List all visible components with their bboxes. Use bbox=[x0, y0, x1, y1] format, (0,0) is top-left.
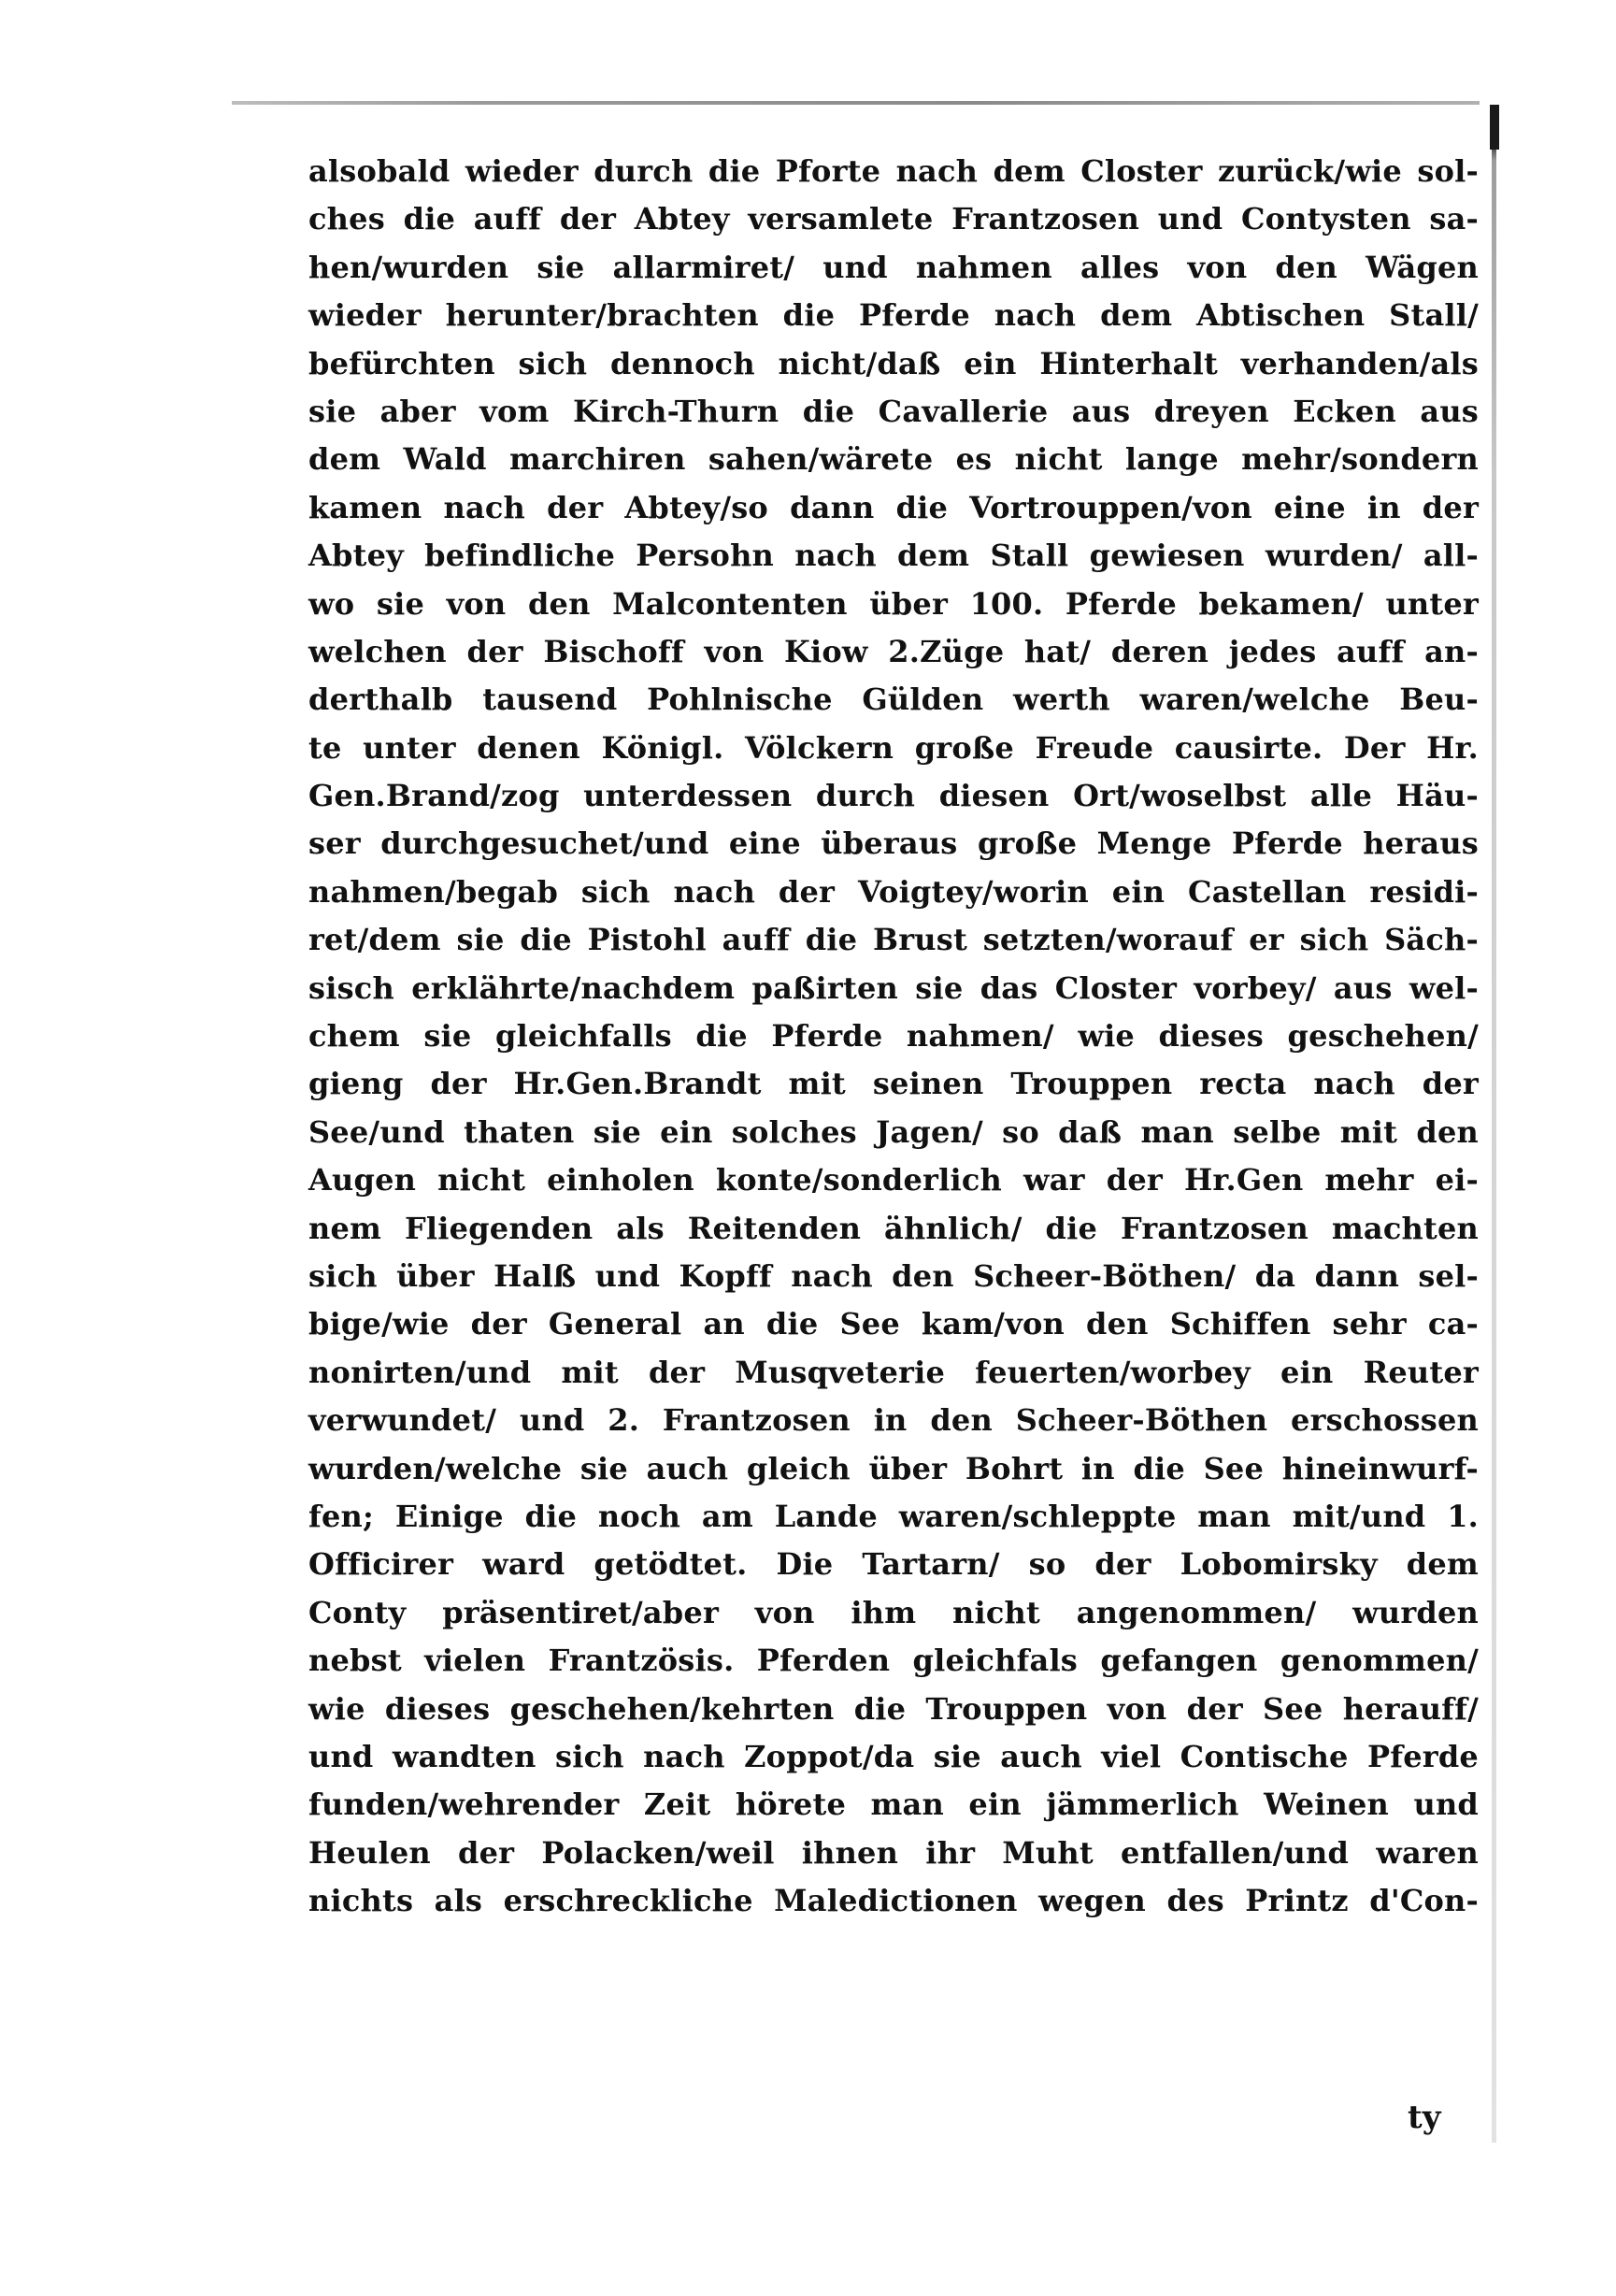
text-line-30: Officirer ward getödtet. Die Tartarn/ so der Lobomirsky dem bbox=[308, 1546, 1479, 1583]
text-line-25: bige/wie der General an die See kam/von den Schiffen sehr ca- bbox=[308, 1306, 1479, 1342]
text-line-1: alsobald wieder durch die Pforte nach dem Closter zurück/wie sol- bbox=[308, 153, 1479, 189]
body-text bbox=[308, 148, 1479, 1925]
text-line-20: gieng der Hr.Gen.Brandt mit seinen Trouppen recta nach der bbox=[308, 1066, 1479, 1102]
text-line-9: Abtey befindliche Persohn nach dem Stall gewiesen wurden/ all- bbox=[308, 538, 1479, 574]
text-line-22: Augen nicht einholen konte/sonderlich war der Hr.Gen mehr ei- bbox=[308, 1162, 1479, 1198]
text-line-12: derthalb tausend Pohlnische Gülden werth waren/welche Beu- bbox=[308, 682, 1479, 718]
text-line-8: kamen nach der Abtey/so dann die Vortrouppen/von eine in der bbox=[308, 489, 1479, 525]
text-line-6: sie aber vom Kirch-Thurn die Cavallerie aus dreyen Ecken aus bbox=[308, 393, 1479, 429]
text-line-28: wurden/welche sie auch gleich über Bohrt in die See hineinwurf- bbox=[308, 1450, 1479, 1486]
text-line-29: fen; Einige die noch am Lande waren/schleppte man mit/und 1. bbox=[308, 1498, 1479, 1534]
text-line-32: nebst vielen Frantzösis. Pferden gleichfals gefangen genommen/ bbox=[308, 1643, 1479, 1679]
page-edge-mark bbox=[1490, 105, 1499, 150]
text-line-21: See/und thaten sie ein solches Jagen/ so daß man selbe mit den bbox=[308, 1113, 1479, 1150]
text-line-27: verwundet/ und 2. Frantzosen in den Scheer-Böthen erschossen bbox=[308, 1402, 1479, 1439]
text-line-19: chem sie gleichfalls die Pferde nahmen/ wie dieses geschehen/ bbox=[308, 1018, 1479, 1055]
text-line-16: nahmen/begab sich nach der Voigtey/worin ein Castellan residi- bbox=[308, 873, 1479, 910]
text-line-3: hen/wurden sie allarmiret/ und nahmen alles von den Wägen bbox=[308, 249, 1479, 285]
text-line-4: wieder herunter/brachten die Pferde nach dem Abtischen Stall/ bbox=[308, 297, 1479, 334]
text-line-2: ches die auff der Abtey versamlete Frantzosen und Contysten sa- bbox=[308, 201, 1479, 237]
catchword: ty bbox=[1408, 2099, 1441, 2136]
text-line-26: nonirten/und mit der Musqveterie feuerten/worbey ein Reuter bbox=[308, 1354, 1479, 1390]
text-line-31: Conty präsentiret/aber von ihm nicht angenommen/ wurden bbox=[308, 1594, 1479, 1630]
text-line-11: welchen der Bischoff von Kiow 2.Züge hat/ deren jedes auff an- bbox=[308, 633, 1479, 669]
right-page-edge bbox=[1492, 105, 1496, 2143]
text-line-15: ser durchgesuchet/und eine überaus große Menge Pferde heraus bbox=[308, 825, 1479, 862]
text-line-7: dem Wald marchiren sahen/wärete es nicht lange mehr/sondern bbox=[308, 441, 1479, 478]
text-line-13: te unter denen Königl. Völckern große Freude causirte. Der Hr. bbox=[308, 729, 1479, 766]
text-line-33: wie dieses geschehen/kehrten die Trouppen von der See herauff/ bbox=[308, 1690, 1479, 1727]
text-line-36: Heulen der Polacken/weil ihnen ihr Muht entfallen/und waren bbox=[308, 1834, 1479, 1871]
text-line-23: nem Fliegenden als Reitenden ähnlich/ die Frantzosen machten bbox=[308, 1210, 1479, 1246]
top-rule bbox=[232, 101, 1480, 105]
text-line-35: funden/wehrender Zeit hörete man ein jämmerlich Weinen und bbox=[308, 1787, 1479, 1823]
text-line-5: befürchten sich dennoch nicht/daß ein Hinterhalt verhanden/als bbox=[308, 345, 1479, 381]
text-line-18: sisch erklährte/nachdem paßirten sie das Closter vorbey/ aus wel- bbox=[308, 969, 1479, 1006]
text-line-34: und wandten sich nach Zoppot/da sie auch viel Contische Pferde bbox=[308, 1738, 1479, 1774]
text-line-17: ret/dem sie die Pistohl auff die Brust setzten/worauf er sich Säch- bbox=[308, 922, 1479, 958]
text-line-24: sich über Halß und Kopff nach den Scheer-Böthen/ da dann sel- bbox=[308, 1257, 1479, 1294]
text-line-10: wo sie von den Malcontenten über 100. Pferde bekamen/ unter bbox=[308, 585, 1479, 622]
text-line-37: nichts als erschreckliche Maledictionen wegen des Printz d'Con- bbox=[308, 1883, 1479, 1919]
text-line-14: Gen.Brand/zog unterdessen durch diesen Ort/woselbst alle Häu- bbox=[308, 778, 1479, 814]
